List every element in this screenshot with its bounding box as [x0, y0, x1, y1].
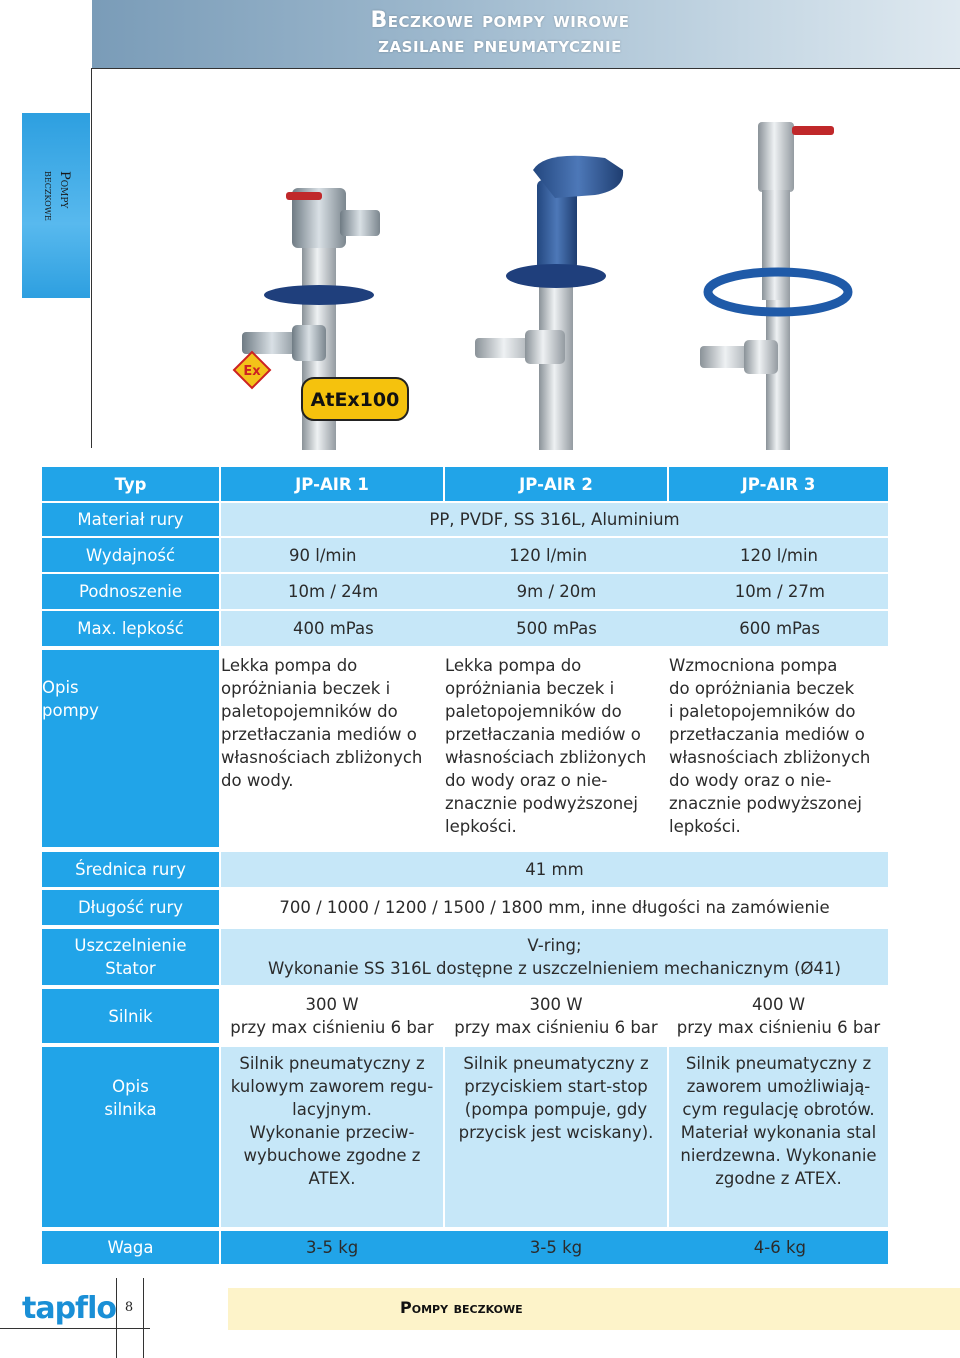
pump-desc-2-line: opróżniania beczek i — [445, 679, 615, 698]
pump-description-jp-air-2 — [445, 650, 667, 847]
motor-desc-1-line: ATEX. — [308, 1169, 356, 1188]
weight-jp-air-1: 3-5 kg — [306, 1238, 359, 1257]
row-value-material: PP, PVDF, SS 316L, Aluminium — [221, 503, 888, 536]
row-label-motor: Silnik — [42, 989, 219, 1043]
motor-desc-1-line: Silnik pneumatyczny z — [239, 1054, 425, 1073]
pump-desc-1-line: do wody. — [221, 771, 294, 790]
motor-jp-air-3 — [669, 989, 888, 1043]
pump-desc-2-line: do wody oraz o nie- — [445, 771, 608, 790]
motor-desc-1-line: kulowym zaworem regu- — [230, 1077, 434, 1096]
pump-description-jp-air-1 — [221, 650, 443, 847]
row-label-weight: Waga — [42, 1231, 219, 1264]
product-photo-jp-air-1 — [222, 100, 442, 450]
pump-desc-label-line1: Opis — [42, 678, 79, 697]
row-label-capacity: Wydajność — [42, 538, 219, 572]
row-value-viscosity — [221, 611, 888, 646]
motor-3-power: 400 W — [751, 995, 806, 1014]
pump-desc-3-line: Wzmocniona pompa — [669, 656, 838, 675]
page-number: 8 — [124, 1300, 134, 1315]
row-value-capacity — [221, 538, 888, 572]
weight-jp-air-3: 4-6 kg — [753, 1238, 806, 1257]
table-header-label: Typ — [42, 467, 219, 501]
row-value-seal — [221, 929, 888, 985]
page-number-box — [116, 1278, 144, 1358]
viscosity-jp-air-1: 400 mPas — [293, 619, 374, 638]
table-header-jp-air-2: JP-AIR 2 — [445, 467, 667, 501]
pump-desc-3-line: do opróżniania beczek — [669, 679, 855, 698]
product-photo-jp-air-2 — [455, 100, 675, 450]
side-tab-text — [22, 113, 90, 298]
row-label-material: Materiał rury — [42, 503, 219, 536]
motor-jp-air-2 — [445, 989, 667, 1043]
motor-desc-3-line: Silnik pneumatyczny z — [685, 1054, 872, 1073]
seal-label-line2: Stator — [105, 959, 156, 978]
ex-badge — [234, 352, 270, 388]
page-title — [300, 8, 700, 58]
page-title-line1: Beczkowe pompy wirowe — [370, 8, 630, 33]
row-value-length: 700 / 1000 / 1200 / 1500 / 1800 mm, inne długości na zamówienie — [221, 890, 888, 925]
pump-desc-1-line: przetłaczania mediów o — [221, 725, 417, 744]
pump-desc-2-line: Lekka pompa do — [445, 656, 582, 675]
pump-desc-1-line: opróżniania beczek i — [221, 679, 391, 698]
capacity-jp-air-1: 90 l/min — [289, 545, 357, 565]
motor-desc-2-line: Silnik pneumatyczny z — [463, 1054, 649, 1073]
pump-desc-1-line: własnościach zbliżonych — [221, 748, 423, 767]
ex-badge-text: Ex — [243, 364, 261, 379]
side-tab — [22, 113, 90, 298]
pump-desc-3-line: przetłaczania mediów o — [669, 725, 865, 744]
row-value-diameter: 41 mm — [221, 852, 888, 887]
pump-desc-3-line: do wody oraz o nie- — [669, 771, 832, 790]
motor-desc-3-line: Materiał wykonania stal — [680, 1123, 877, 1142]
motor-desc-2-line: przycisk jest wciskany). — [458, 1123, 654, 1142]
motor-desc-1-line: lacyjnym. — [292, 1100, 372, 1119]
lift-jp-air-2: 9m / 20m — [516, 582, 597, 601]
row-label-pump-description — [42, 650, 219, 847]
side-tab-line1: Pompy — [57, 171, 72, 209]
pump-desc-2-line: znacznie podwyższonej — [445, 794, 638, 813]
table-header-jp-air-1: JP-AIR 1 — [221, 467, 443, 501]
atex-badge-text: AtEx100 — [310, 389, 400, 411]
pump-description-jp-air-3 — [669, 650, 888, 847]
pump-desc-3-line: lepkości. — [669, 817, 741, 836]
row-label-viscosity: Max. lepkość — [42, 611, 219, 646]
row-label-seal — [42, 929, 219, 985]
row-label-length: Długość rury — [42, 890, 219, 925]
motor-desc-3-line: zgodne z ATEX. — [715, 1169, 842, 1188]
pump-desc-3-line: i paletopojemników do — [669, 702, 856, 721]
motor-2-power: 300 W — [529, 995, 583, 1014]
pump-desc-2-line: własnościach zbliżonych — [445, 748, 647, 767]
motor-1-power: 300 W — [305, 995, 359, 1014]
motor-desc-3-line: cym regulację obrotów. — [682, 1100, 875, 1119]
seal-value-line1: V-ring; — [527, 936, 582, 955]
row-label-motor-description — [42, 1047, 219, 1227]
motor-desc-1-line: wybuchowe zgodne z — [243, 1146, 421, 1165]
table-header-jp-air-3: JP-AIR 3 — [669, 467, 888, 501]
frame-line-vertical — [91, 68, 92, 448]
pump-desc-1-line: paletopojemników do — [221, 702, 398, 721]
motor-desc-3-line: nierdzewna. Wykonanie — [680, 1146, 877, 1165]
motor-description-jp-air-3 — [669, 1047, 888, 1227]
pump-desc-2-line: przetłaczania mediów o — [445, 725, 641, 744]
motor-desc-3-line: zaworem umożliwiają- — [686, 1077, 871, 1096]
seal-label-line1: Uszczelnienie — [74, 936, 187, 955]
pump-desc-1-line: Lekka pompa do — [221, 656, 358, 675]
side-tab-line2: beczkowe — [42, 171, 55, 221]
motor-desc-label-line2: silnika — [104, 1100, 157, 1119]
motor-1-pressure: przy max ciśnieniu 6 bar — [230, 1018, 434, 1037]
frame-line-horizontal — [91, 68, 960, 69]
capacity-jp-air-3: 120 l/min — [740, 545, 818, 565]
tapflo-logo — [22, 1288, 117, 1328]
pump-desc-2-line: lepkości. — [445, 817, 517, 836]
product-photo-jp-air-3 — [680, 100, 900, 450]
motor-description-jp-air-2 — [445, 1047, 667, 1227]
seal-value-line2: Wykonanie SS 316L dostępne z uszczelnieniem mechanicznym (Ø41) — [268, 959, 841, 978]
pump-desc-2-line: paletopojemników do — [445, 702, 622, 721]
lift-jp-air-1: 10m / 24m — [288, 582, 379, 601]
footer-title: Pompy beczkowe — [400, 1298, 523, 1317]
row-value-lift — [221, 574, 888, 609]
motor-desc-2-line: (pompa pompuje, gdy — [464, 1100, 648, 1119]
weight-jp-air-2: 3-5 kg — [529, 1238, 583, 1257]
atex-badge — [302, 378, 408, 420]
pump-desc-3-line: własnościach zbliżonych — [669, 748, 871, 767]
pump-desc-3-line: znacznie podwyższonej — [669, 794, 862, 813]
lift-jp-air-3: 10m / 27m — [734, 582, 825, 601]
page-title-line2: zasilane pneumatycznie — [378, 33, 622, 58]
motor-3-pressure: przy max ciśnieniu 6 bar — [676, 1018, 881, 1037]
motor-2-pressure: przy max ciśnieniu 6 bar — [454, 1018, 658, 1037]
capacity-jp-air-2: 120 l/min — [509, 545, 588, 565]
motor-desc-label-line1: Opis — [112, 1077, 149, 1096]
motor-desc-1-line: Wykonanie przeciw- — [249, 1123, 415, 1142]
pump-desc-label-line2: pompy — [42, 701, 99, 720]
tapflo-logo-text: tapflo — [22, 1291, 117, 1326]
motor-jp-air-1 — [221, 989, 443, 1043]
row-value-weight — [221, 1231, 888, 1264]
viscosity-jp-air-3: 600 mPas — [739, 619, 820, 638]
row-label-lift: Podnoszenie — [42, 574, 219, 609]
motor-description-jp-air-1 — [221, 1047, 443, 1227]
viscosity-jp-air-2: 500 mPas — [516, 619, 597, 638]
motor-desc-2-line: przyciskiem start-stop — [464, 1077, 648, 1096]
row-label-diameter: Średnica rury — [42, 852, 219, 887]
footer-band — [228, 1288, 960, 1330]
footer-rule — [0, 1328, 150, 1329]
